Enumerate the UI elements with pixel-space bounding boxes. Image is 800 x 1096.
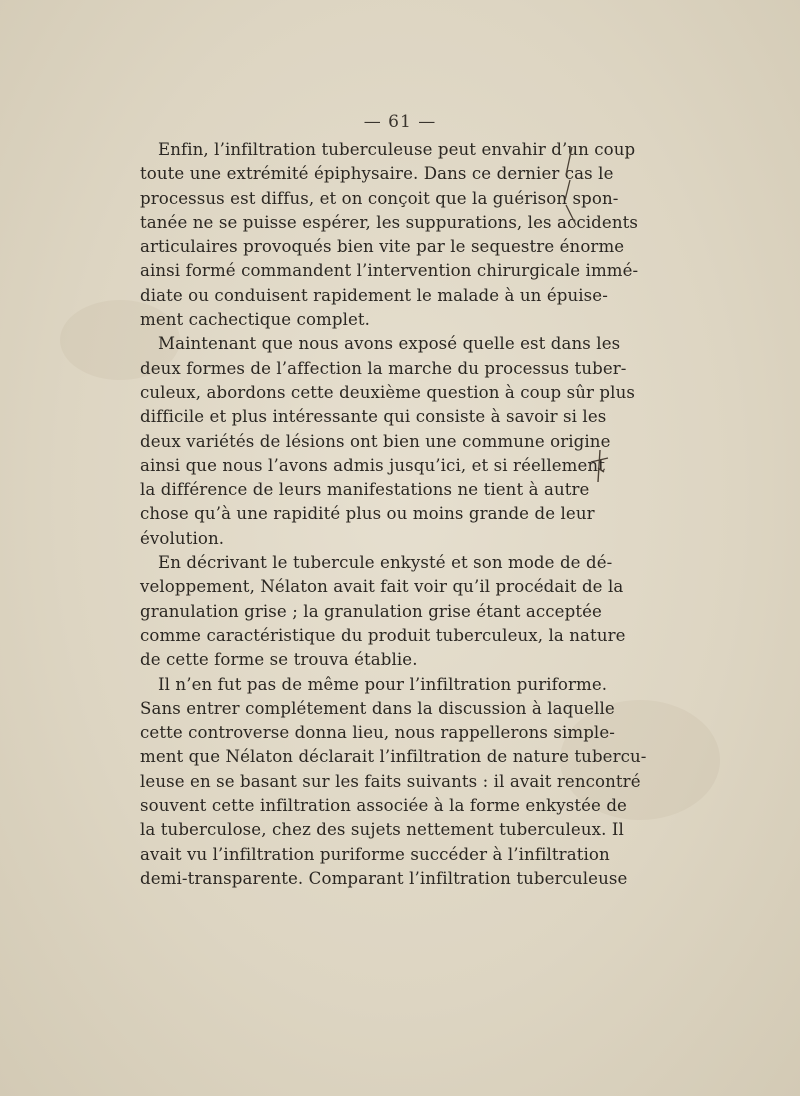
text-line: de cette forme se trouva établie. xyxy=(140,650,418,670)
text-line: Maintenant que nous avons exposé quelle est dans les xyxy=(158,334,621,354)
margin-cross-mark xyxy=(588,448,612,484)
text-line: chose qu’à une rapidité plus ou moins grande de leur xyxy=(140,504,595,524)
text-line: la tuberculose, chez des sujets nettement tuberculeux. Il xyxy=(140,820,624,840)
text-line: tanée ne se puisse espérer, les suppurations, les accidents xyxy=(140,212,638,232)
margin-bracket-mark xyxy=(560,145,580,235)
text-line: Il n’en fut pas de même pour l’infiltration puriforme. xyxy=(158,674,608,694)
text-line: articulaires provoqués bien vite par le sequestre énorme xyxy=(140,237,625,257)
text-line: leuse en se basant sur les faits suivants : il avait rencontré xyxy=(140,771,641,791)
page-number: — 61 — xyxy=(363,112,437,132)
text-line: la différence de leurs manifestations ne tient à autre xyxy=(140,480,590,500)
text-line: Enfin, l’infiltration tuberculeuse peut envahir d’un coup xyxy=(158,140,636,159)
text-line: toute une extrémité épiphysaire. Dans ce dernier cas le xyxy=(140,164,614,184)
text-line: évolution. xyxy=(140,528,225,548)
text-line: comme caractéristique du produit tuberculeux, la nature xyxy=(140,625,626,645)
text-line: diate ou conduisent rapidement le malade à un épuise- xyxy=(140,285,608,305)
text-line: avait vu l’infiltration puriforme succéder à l’infiltration xyxy=(140,844,610,864)
text-line: souvent cette infiltration associée à la forme enkystée de xyxy=(140,796,627,816)
text-line: culeux, abordons cette deuxième question à coup sûr plus xyxy=(140,382,635,402)
text-line: demi-transparente. Comparant l’infiltration tuberculeuse xyxy=(140,868,628,888)
text-line: cette controverse donna lieu, nous rappellerons simple- xyxy=(140,723,615,743)
text-line: deux formes de l’affection la marche du processus tuber- xyxy=(140,358,627,378)
text-line: veloppement, Nélaton avait fait voir qu’il procédait de la xyxy=(140,577,624,597)
text-line: granulation grise ; la granulation grise étant acceptée xyxy=(140,601,602,621)
text-line: ment cachectique complet. xyxy=(140,310,371,330)
body-text xyxy=(140,138,647,891)
text-line: ainsi que nous l’avons admis jusqu’ici, et si réellement xyxy=(140,455,605,475)
text-line: Sans entrer complétement dans la discussion à laquelle xyxy=(140,698,615,718)
text-line: deux variétés de lésions ont bien une commune origine xyxy=(140,431,611,451)
text-line: processus est diffus, et on conçoit que la guérison spon- xyxy=(140,188,619,208)
text-line: En décrivant le tubercule enkysté et son mode de dé- xyxy=(158,553,613,573)
text-line: difficile et plus intéressante qui consiste à savoir si les xyxy=(140,407,607,427)
text-line: ment que Nélaton déclarait l’infiltration de nature tubercu- xyxy=(140,747,647,767)
text-line: ainsi formé commandent l’intervention chirurgicale immé- xyxy=(140,261,639,281)
